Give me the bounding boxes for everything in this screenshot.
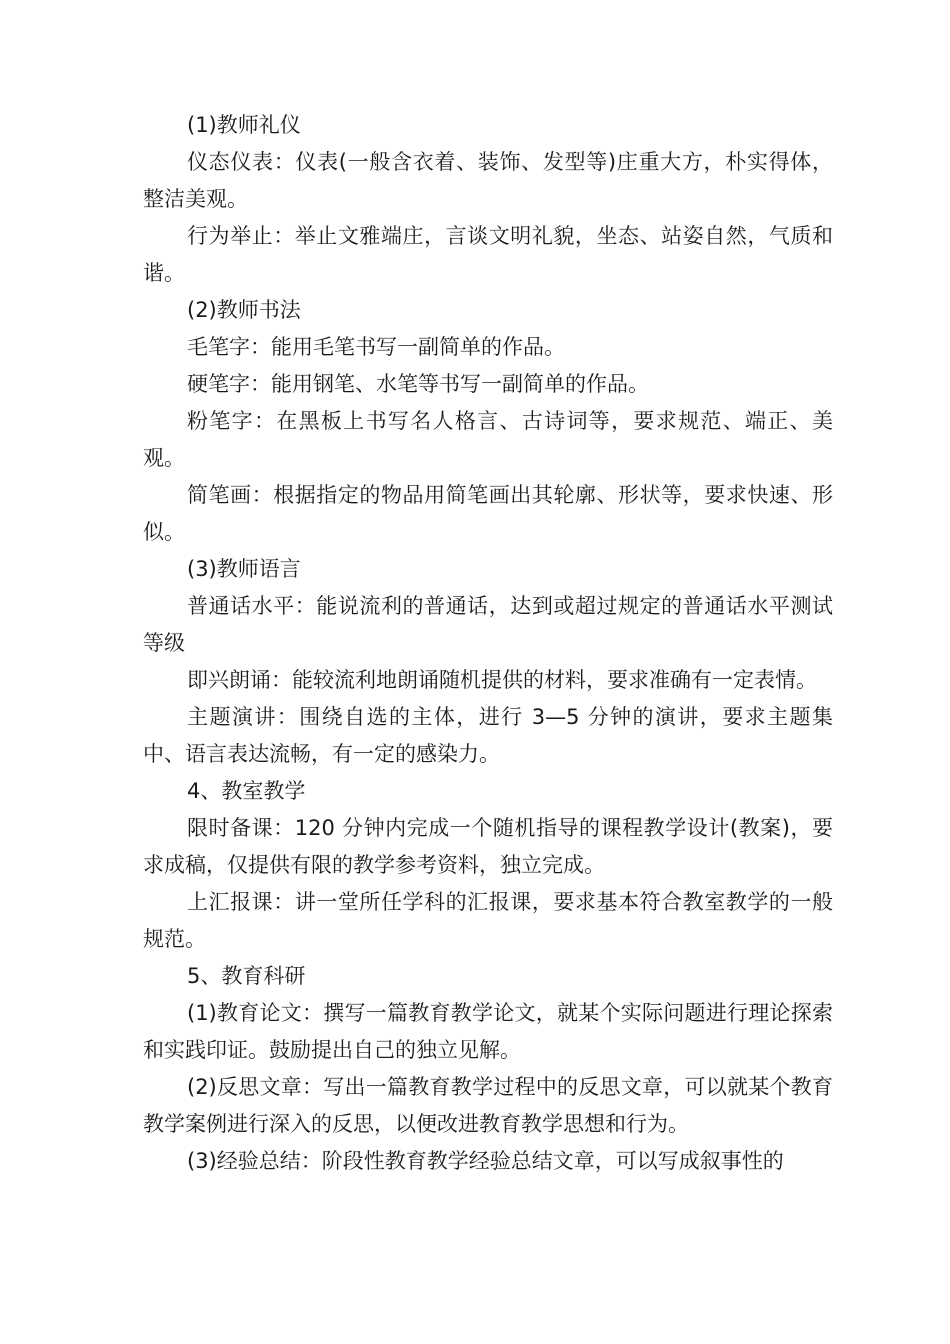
- paragraph-behavior: 行为举止：举止文雅端庄，言谈文明礼貌，坐态、站姿自然，气质和谐。: [143, 224, 833, 285]
- paragraph-pen-writing: 硬笔字：能用钢笔、水笔等书写一副简单的作品。: [187, 372, 649, 396]
- paragraph-report-lesson: 上汇报课：讲一堂所任学科的汇报课，要求基本符合教室教学的一般规范。: [143, 890, 833, 951]
- paragraph-recitation: 即兴朗诵：能较流利地朗诵随机提供的材料，要求准确有一定表情。: [187, 668, 817, 692]
- paragraph-reflection: (2)反思文章：写出一篇教育教学过程中的反思文章，可以就某个教育教学案例进行深入的反思，以便改进教育教学思想和行为。: [143, 1075, 833, 1136]
- paragraph-thesis: (1)教育论文：撰写一篇教育教学论文，就某个实际问题进行理论探索和实践印证。鼓励提出自己的独立见解。: [143, 1001, 833, 1062]
- paragraph-etiquette-heading: (1)教师礼仪: [187, 113, 301, 137]
- paragraph-lesson-prep: 限时备课：120 分钟内完成一个随机指导的课程教学设计(教案)，要求成稿，仅提供有限的教学参考资料，独立完成。: [143, 816, 833, 877]
- paragraph-research-heading: 5、教育科研: [187, 964, 306, 988]
- paragraph-sketch: 简笔画：根据指定的物品用简笔画出其轮廓、形状等，要求快速、形似。: [143, 483, 833, 544]
- document-body: [143, 107, 833, 1180]
- paragraph-calligraphy-heading: (2)教师书法: [187, 298, 301, 322]
- paragraph-appearance: 仪态仪表：仪表(一般含衣着、装饰、发型等)庄重大方，朴实得体，整洁美观。: [143, 150, 833, 211]
- paragraph-summary: (3)经验总结：阶段性教育教学经验总结文章，可以写成叙事性的: [187, 1149, 784, 1173]
- paragraph-brush-writing: 毛笔字：能用毛笔书写一副简单的作品。: [187, 335, 565, 359]
- paragraph-classroom-heading: 4、教室教学: [187, 779, 306, 803]
- paragraph-language-heading: (3)教师语言: [187, 557, 301, 581]
- paragraph-speech: 主题演讲：围绕自选的主体，进行 3—5 分钟的演讲，要求主题集中、语言表达流畅，有一定的感染力。: [143, 705, 833, 766]
- paragraph-mandarin: 普通话水平：能说流利的普通话，达到或超过规定的普通话水平测试等级: [143, 594, 833, 655]
- paragraph-chalk-writing: 粉笔字：在黑板上书写名人格言、古诗词等，要求规范、端正、美观。: [143, 409, 833, 470]
